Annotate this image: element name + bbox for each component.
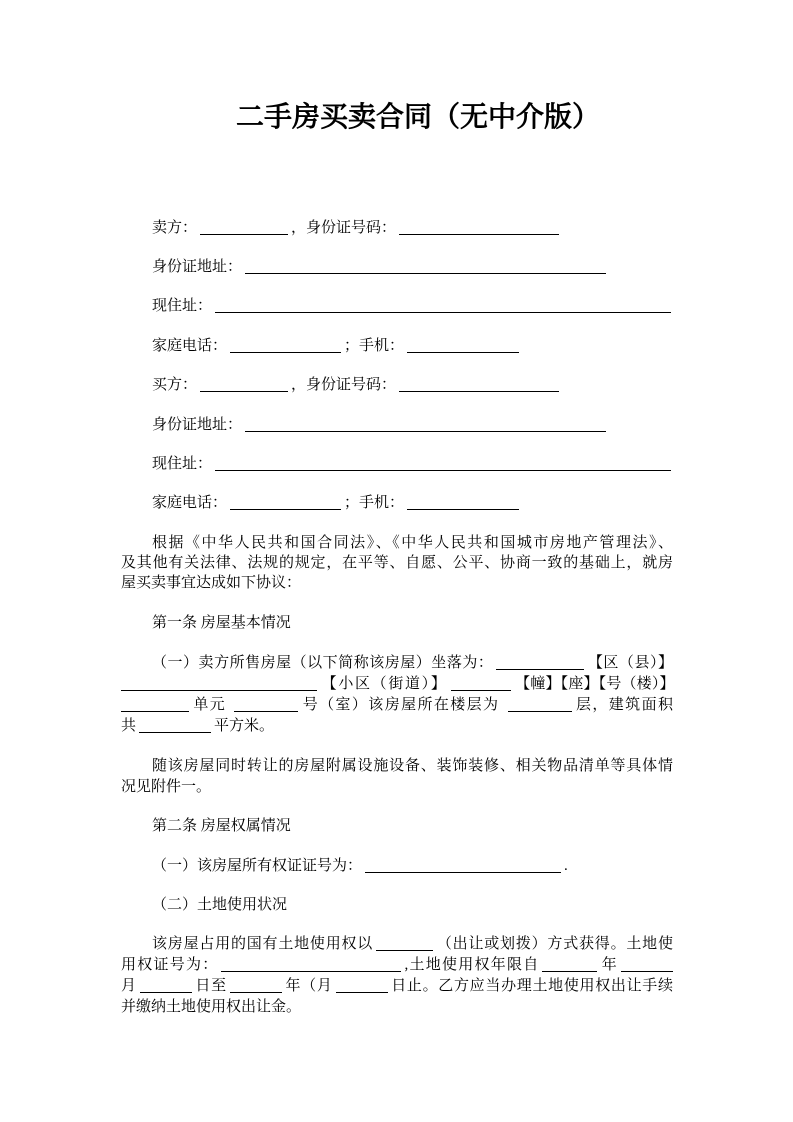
land-cert-blank	[221, 957, 401, 972]
buyer-home-phone-label: 家庭电话：	[152, 495, 228, 511]
certificate-line	[152, 856, 568, 876]
end-year-blank	[230, 978, 282, 993]
unit-label: 单元	[192, 697, 232, 713]
seller-current-address-blank	[215, 298, 671, 313]
seller-name-line	[152, 218, 562, 238]
area-unit: 平方米。	[214, 718, 275, 734]
end-day-blank	[336, 978, 388, 993]
buyer-current-address-blank	[215, 456, 671, 471]
seller-id-number-label: ，身份证号码：	[291, 220, 397, 236]
buyer-id-address-line	[152, 415, 609, 435]
seller-role-label: 卖方：	[152, 220, 198, 236]
start-month-blank	[621, 957, 673, 972]
buyer-mobile-blank	[407, 495, 519, 510]
article1-heading: 第一条 房屋基本情况	[152, 615, 291, 631]
start-year-blank	[542, 957, 597, 972]
land-use-line	[121, 976, 673, 996]
buyer-role-label: 买方：	[152, 377, 198, 393]
preamble-line: 根据《中华人民共和国合同法》、《中华人民共和国城市房地产管理法》、	[152, 535, 673, 551]
article2-heading: 第二条 房屋权属情况	[152, 818, 291, 834]
district-blank	[496, 655, 584, 670]
attachments-line: 况见附件一。	[121, 779, 212, 795]
land-use-line: 并缴纳土地使用权出让金。	[121, 999, 302, 1015]
building-label: 【幢】【座】【号（楼）】	[513, 676, 673, 692]
seller-current-address-label: 现住址：	[152, 298, 213, 314]
buyer-mobile-label: ；手机：	[344, 495, 405, 511]
land-cert-label: 用权证号为：	[121, 957, 219, 973]
building-blank	[451, 676, 511, 691]
land-end-text: 日止。乙方应当办理土地使用权出让手续	[390, 978, 673, 994]
certificate-blank	[365, 858, 561, 873]
start-day-blank	[140, 978, 192, 993]
land-day-to: 日至	[194, 978, 227, 994]
community-label: 【小区（街道）】	[320, 676, 448, 692]
land-month-1: 月	[121, 978, 137, 994]
certificate-end: .	[564, 858, 568, 874]
area-line	[121, 716, 274, 736]
certificate-label: （一）该房屋所有权证证号为：	[152, 858, 363, 874]
seller-home-phone-blank	[230, 338, 341, 353]
seller-mobile-label: ；手机：	[344, 338, 405, 354]
seller-id-address-label: 身份证地址：	[152, 259, 243, 275]
district-label: 【区（县）】	[587, 655, 673, 671]
land-heading: （二）土地使用状况	[152, 897, 288, 913]
seller-current-address-line	[152, 296, 674, 316]
community-blank	[121, 676, 317, 691]
area-prefix: 共	[121, 718, 137, 734]
attachments-line: 随该房屋同时转让的房屋附属设施设备、装饰装修、相关物品清单等具体情	[152, 758, 673, 774]
buyer-id-number-label: ，身份证号码：	[291, 377, 397, 393]
buyer-name-line	[152, 375, 562, 395]
area-blank	[139, 718, 211, 733]
land-use-line	[152, 934, 673, 954]
acquisition-method-blank	[376, 936, 433, 951]
seller-home-phone-label: 家庭电话：	[152, 338, 228, 354]
unit-blank	[121, 697, 189, 712]
location-line	[121, 695, 673, 715]
location-line	[152, 653, 673, 673]
buyer-current-address-line	[152, 454, 674, 474]
land-term-from: ,土地使用权年限自	[404, 957, 540, 973]
preamble-line: 及其他有关法律、法规的规定，在平等、自愿、公平、协商一致的基础上，就房	[121, 555, 673, 571]
buyer-phone-line	[152, 493, 522, 513]
buyer-current-address-label: 现住址：	[152, 456, 213, 472]
preamble-line: 屋买卖事宜达成如下协议：	[121, 575, 302, 591]
contract-title: 二手房买卖合同（无中介版）	[236, 102, 601, 133]
seller-phone-line	[152, 336, 522, 356]
seller-id-address-blank	[245, 259, 606, 274]
buyer-id-address-blank	[245, 417, 606, 432]
buyer-home-phone-blank	[230, 495, 341, 510]
seller-id-number-blank	[399, 220, 559, 235]
room-floor-label: 号（室）该房屋所在楼层为	[301, 697, 505, 713]
land-acquired-suffix: （出让或划拨）方式获得。土地使	[436, 936, 673, 952]
land-year-1: 年	[600, 957, 618, 973]
land-year-month-2: 年（月	[284, 978, 333, 994]
land-acquired-prefix: 该房屋占用的国有土地使用权以	[152, 936, 374, 952]
seller-id-address-line	[152, 257, 609, 277]
room-blank	[234, 697, 298, 712]
location-line	[121, 674, 673, 694]
floor-area-label: 层，建筑面积	[574, 697, 673, 713]
buyer-id-number-blank	[399, 377, 559, 392]
location-intro: （一）卖方所售房屋（以下简称该房屋）坐落为：	[152, 655, 494, 671]
land-use-line	[121, 955, 673, 975]
seller-name-blank	[200, 220, 288, 235]
buyer-id-address-label: 身份证地址：	[152, 417, 243, 433]
seller-mobile-blank	[407, 338, 519, 353]
buyer-name-blank	[200, 377, 288, 392]
floor-blank	[508, 697, 572, 712]
